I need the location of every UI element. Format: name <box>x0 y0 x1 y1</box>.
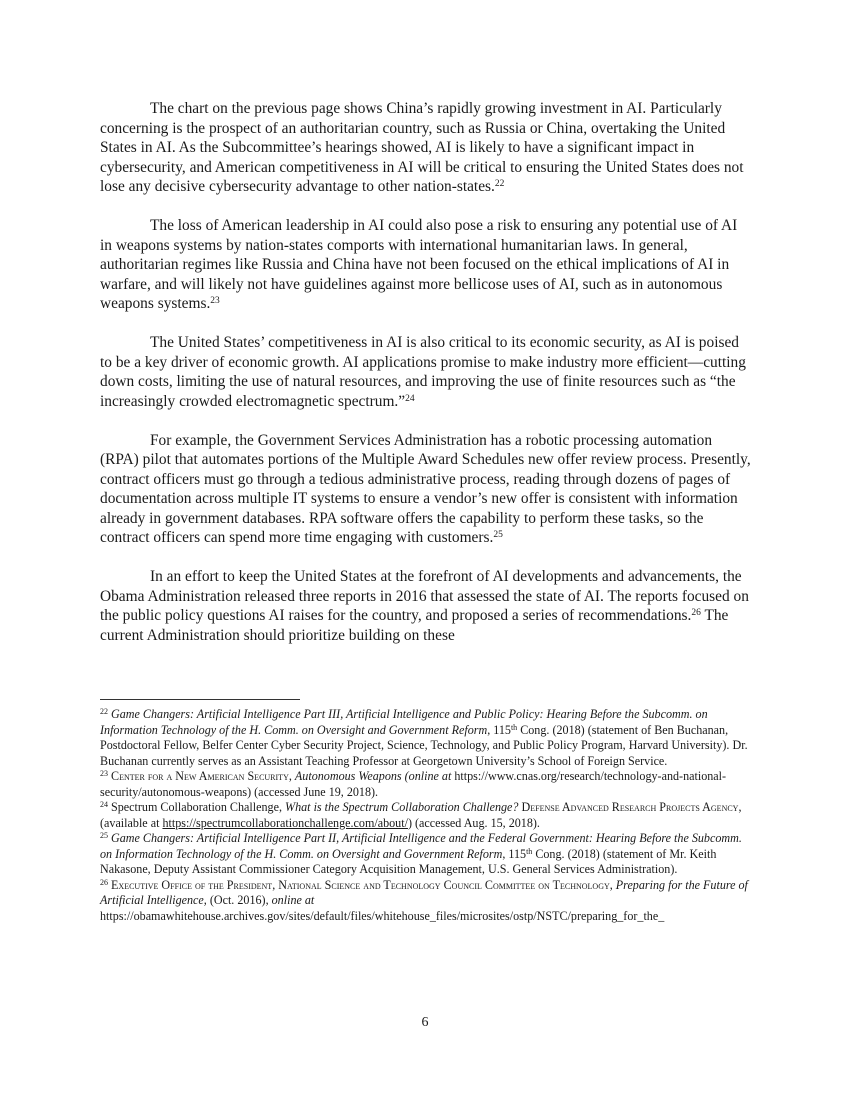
footnote-number: 23 <box>100 769 108 778</box>
footnote-agency: Defense Advanced Research Projects Agency <box>518 800 739 814</box>
paragraph <box>100 567 752 645</box>
footnote-text: , 115 <box>487 722 511 737</box>
footnote-26 <box>100 878 752 925</box>
footnote-number: 25 <box>100 831 108 840</box>
footnote-text: , <box>609 877 616 892</box>
paragraph-text: The current Administration should prioritize building on these <box>100 607 729 644</box>
body-text <box>100 99 752 665</box>
footnote-23 <box>100 769 752 800</box>
paragraph-text: The chart on the previous page shows China’s rapidly growing investment in AI. Particularly concerning is the prospect of an authoritarian country, such as Russia or China, overtaking the United States in AI. As the Subcommittee’s hearings showed, AI is likely to have a significant impact in cybersecurity, and American competitiveness in AI will be critical to ensuring the United States does not lose any decisive cybersecurity advantage to other nation-states. <box>100 100 744 195</box>
footnote-title: Preparing for the Future of Artificial Intelligence, <box>100 877 748 907</box>
footnote-title: Game Changers: Artificial Intelligence Part III, Artificial Intelligence and Public Policy: Hearing Before the Subcomm. on Information Technology of the H. Comm. on Oversight and Government Reform <box>100 707 708 737</box>
footnote-text: , 115 <box>502 846 527 861</box>
footnote-url[interactable]: https://obamawhitehouse.archives.gov/sites/default/files/whitehouse_files/microsites/ostp/NSTC/preparing_for_the_ <box>100 908 665 923</box>
footnote-text: , (available at <box>100 800 742 830</box>
footnote-title: Game Changers: Artificial Intelligence Part II, Artificial Intelligence and the Federal Government: Hearing Before the Subcomm. on Information Technology of the H. Comm. on Oversight and Government Reform <box>100 831 742 861</box>
paragraph-text: For example, the Government Services Administration has a robotic processing automation (RPA) pilot that automates portions of the Multiple Award Schedules new offer review process. Presently, contract officers must go through a tedious administrative process, reading through dozens of pages of documentation across multiple IT systems to ensure a vendor’s new offer is consistent with information already in government databases. RPA software offers the capability to perform these tasks, so the contract officers can spend more time engaging with customers. <box>100 431 751 546</box>
footnote-text: , <box>288 769 295 783</box>
footnote-text: https://www.cnas.org/research/technology-and-national-security/autonomous-weapons) (accessed June 19, 2018). <box>100 769 727 799</box>
paragraph <box>100 431 752 548</box>
ordinal-suffix: th <box>510 722 518 732</box>
footnote-25 <box>100 831 752 878</box>
footnote-author: Executive Office of the President, National Science and Technology Council Committee on Technology <box>111 877 610 892</box>
footnote-text: (Oct. 2016), <box>206 893 272 907</box>
paragraph-text: The loss of American leadership in AI could also pose a risk to ensuring any potential use of AI in weapons systems by nation-states comports with international humanitarian laws. In general, authoritarian regimes like Russia and China have not been focused on the ethical implications of AI in warfare, and will likely not have guidelines against more bellicose uses of AI, such as in autonomous weapons systems. <box>100 217 738 312</box>
paragraph <box>100 99 752 197</box>
page-number: 6 <box>421 1015 429 1030</box>
paragraph <box>100 216 752 314</box>
ordinal-suffix: th <box>526 846 533 856</box>
footnote-number: 22 <box>100 707 108 716</box>
paragraph <box>100 333 752 411</box>
footnote-ref[interactable]: 26 <box>691 608 701 618</box>
footnote-ref[interactable]: 23 <box>210 296 220 306</box>
footnote-text: Cong. (2018) (statement of Mr. Keith Nakasone, Deputy Assistant Commissioner Category Acquisition Management, U.S. General Services Administration). <box>100 846 717 876</box>
footnote-author: Center for a New American Security <box>111 769 289 783</box>
paragraph-text: In an effort to keep the United States at the forefront of AI developments and advancements, the Obama Administration released three reports in 2016 that assessed the state of AI. The reports focused on the public policy questions AI raises for the country, and proposed a series of recommendations. <box>100 568 749 624</box>
footnote-link[interactable]: https://spectrumcollaborationchallenge.com/about/ <box>162 815 408 830</box>
footnote-text: (online at <box>401 769 452 783</box>
footnote-ref[interactable]: 25 <box>493 530 503 540</box>
footnote-text: ) (accessed Aug. 15, 2018). <box>407 815 540 830</box>
footnote-24 <box>100 800 752 831</box>
footnote-ref[interactable]: 22 <box>494 179 505 189</box>
footnote-text: Spectrum Collaboration Challenge, <box>108 800 286 814</box>
footnote-separator <box>100 699 300 700</box>
footnote-number: 26 <box>100 877 108 887</box>
paragraph-text: The United States’ competitiveness in AI is also critical to its economic security, as AI is poised to be a key driver of economic growth. AI applications promise to make industry more efficient—cutting down costs, limiting the use of natural resources, and improving the use of finite resources such as “the increasingly crowded electromagnetic spectrum.” <box>100 334 746 410</box>
footnote-text: Cong. (2018) (statement of Ben Buchanan, Postdoctoral Fellow, Belfer Center Cyber Security Project, Science, Technology, and Public Policy Program, Harvard University). Dr. Buchanan currently serves as an Assistant Teaching Professor at Georgetown University’s School of Foreign Service. <box>100 722 748 768</box>
footnotes <box>100 707 752 924</box>
footnote-title: What is the Spectrum Collaboration Challenge? <box>285 800 519 814</box>
footnote-number: 24 <box>100 800 108 809</box>
footnote-ref[interactable]: 24 <box>405 393 415 404</box>
footnote-text: online at <box>271 893 315 907</box>
footnote-22 <box>100 707 752 769</box>
footnote-title: Autonomous Weapons <box>294 769 402 783</box>
